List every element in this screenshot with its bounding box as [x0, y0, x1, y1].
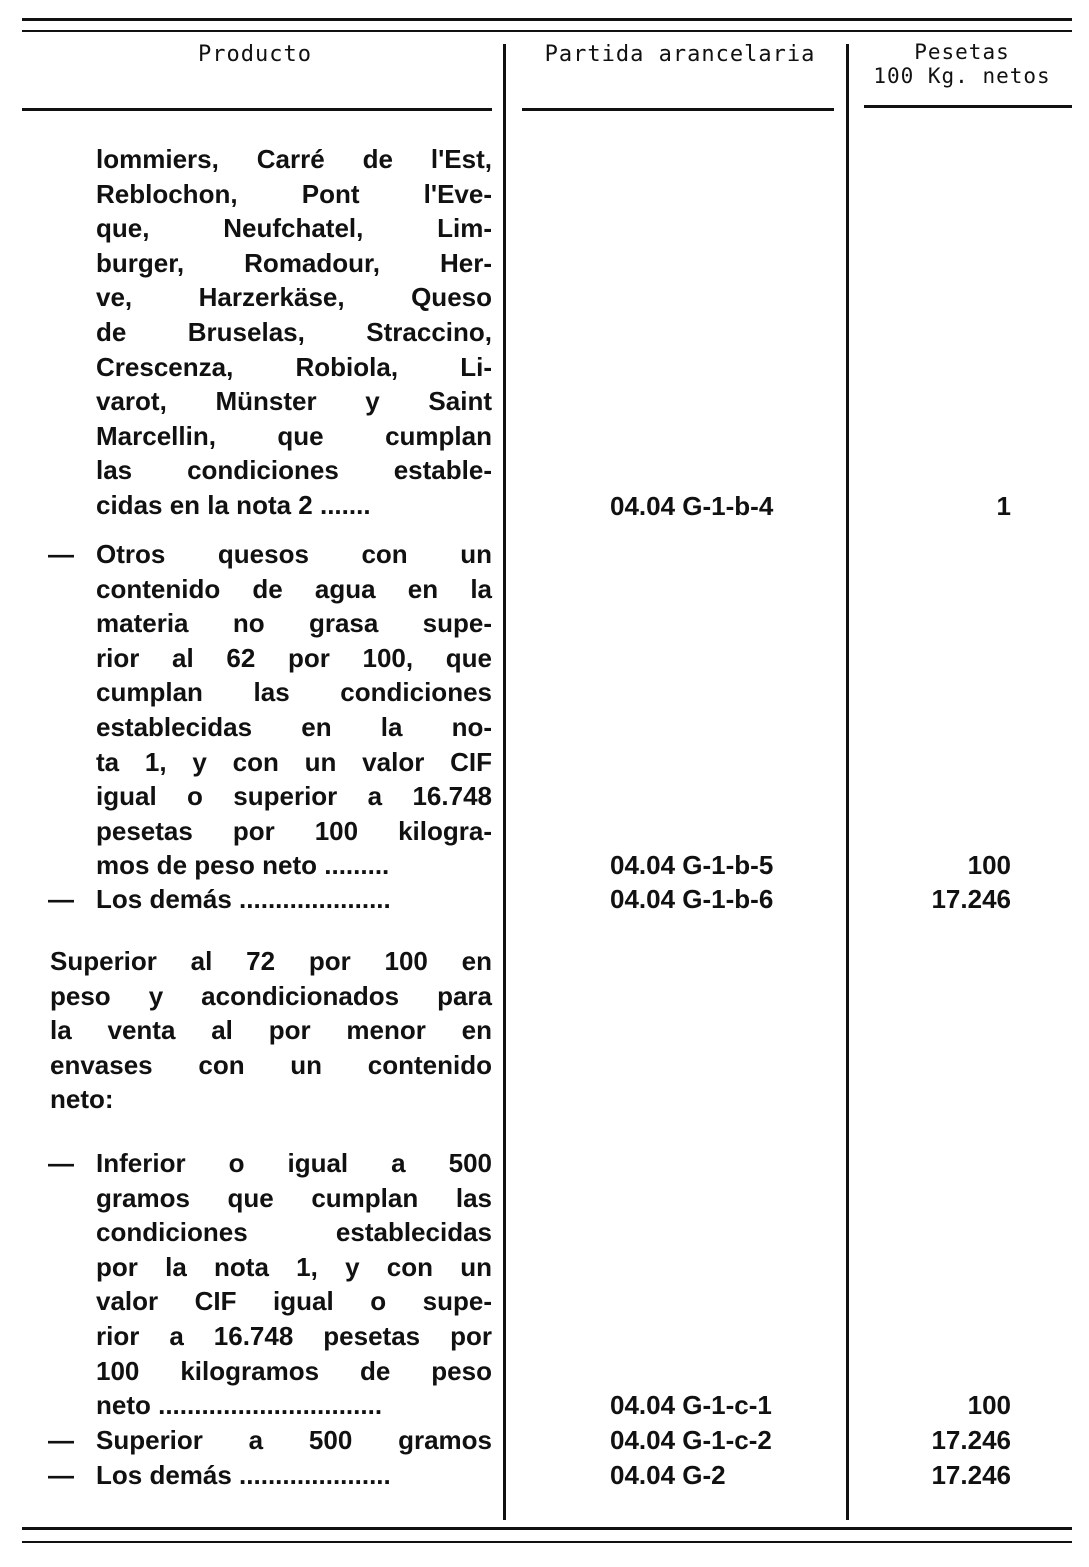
row-7-description	[96, 1458, 492, 1493]
top-rule-1	[22, 18, 1072, 21]
row-6-line-1: Superior a 500 gramos	[96, 1425, 492, 1455]
row-5-tariff-code: 04.04 G-1-c-1	[610, 1390, 772, 1420]
row-1-line-5: ve, Harzerkäse, Queso	[96, 282, 492, 313]
row-2-line-8: igual o superior a 16.748	[96, 781, 492, 812]
row-4-line-5: neto:	[50, 1084, 114, 1115]
row-4-line-1: Superior al 72 por 100 en	[50, 946, 492, 976]
row-5-pesetas-value: 100	[967, 1390, 1011, 1420]
row-2-description	[96, 537, 492, 883]
row-5-line-5: valor CIF igual o supe-	[96, 1286, 492, 1317]
row-2-line-4: rior al 62 por 100, que	[96, 642, 492, 673]
row-3-tariff-code: 04.04 G-1-b-6	[610, 884, 774, 914]
row-7-line-1: Los demás .....................	[96, 1460, 391, 1490]
row-2-line-7: ta 1, y con un valor CIF	[96, 746, 492, 777]
row-5-line-6: rior a 16.748 pesetas por	[96, 1320, 492, 1351]
header-underline-partida	[522, 108, 834, 111]
row-1-line-4: burger, Romadour, Her-	[96, 247, 492, 278]
row-1-line-10: las condiciones estable-	[96, 455, 492, 486]
row-7-dash-marker: —	[48, 1460, 74, 1490]
header-underline-producto	[22, 108, 492, 111]
row-2-line-5: cumplan las condiciones	[96, 677, 492, 708]
row-6-description	[96, 1423, 492, 1458]
row-5-line-2: gramos que cumplan las	[96, 1182, 492, 1213]
row-2-pesetas-value: 100	[967, 850, 1011, 880]
bottom-rule-2	[22, 1541, 1072, 1543]
row-1-line-7: Crescenza, Robiola, Li-	[96, 351, 492, 382]
row-5-line-4: por la nota 1, y con un	[96, 1251, 492, 1282]
row-5-line-1: Inferior o igual a 500	[96, 1148, 492, 1178]
row-2-line-2: contenido de agua en la	[96, 573, 492, 604]
row-3-dash-marker: —	[48, 884, 74, 914]
row-2-dash-marker: —	[48, 539, 74, 569]
row-2-line-6: establecidas en la no-	[96, 711, 492, 742]
row-5-description	[96, 1146, 492, 1423]
header-pesetas	[862, 40, 1062, 88]
row-2-line-1: Otros quesos con un	[96, 539, 492, 569]
header-pesetas-line2: 100 Kg. netos	[873, 64, 1051, 88]
row-2-tariff-code: 04.04 G-1-b-5	[610, 850, 774, 880]
header-pesetas-line1: Pesetas	[914, 40, 1010, 64]
row-2-line-3: materia no grasa supe-	[96, 608, 492, 639]
header-underline-pesetas	[864, 105, 1072, 108]
row-3-description	[96, 882, 492, 917]
row-6-pesetas-value: 17.246	[931, 1425, 1011, 1455]
row-5-dash-marker: —	[48, 1148, 74, 1178]
row-2-line-9: pesetas por 100 kilogra-	[96, 815, 492, 846]
row-4-line-4: envases con un contenido	[50, 1049, 492, 1080]
row-7-tariff-code: 04.04 G-2	[610, 1460, 726, 1490]
column-divider-1	[503, 44, 506, 1520]
top-rule-2	[22, 30, 1072, 32]
row-5-line-8: neto ...............................	[96, 1390, 383, 1421]
row-6-tariff-code: 04.04 G-1-c-2	[610, 1425, 772, 1455]
row-4-line-2: peso y acondicionados para	[50, 980, 492, 1011]
header-producto: Producto	[198, 42, 312, 67]
header-partida-arancelaria: Partida arancelaria	[544, 42, 816, 67]
row-1-line-1: lommiers, Carré de l'Est,	[96, 144, 492, 174]
row-4-line-3: la venta al por menor en	[50, 1015, 492, 1046]
bottom-rule-1	[22, 1527, 1072, 1530]
row-4-description	[50, 944, 492, 1117]
row-3-line-1: Los demás .....................	[96, 884, 391, 914]
row-1-line-2: Reblochon, Pont l'Eve-	[96, 178, 492, 209]
row-6-dash-marker: —	[48, 1425, 74, 1455]
column-divider-2	[846, 44, 849, 1520]
row-1-pesetas-value: 1	[996, 491, 1011, 521]
row-1-line-6: de Bruselas, Straccino,	[96, 316, 492, 347]
row-3-pesetas-value: 17.246	[931, 884, 1011, 914]
row-1-line-9: Marcellin, que cumplan	[96, 420, 492, 451]
row-5-line-3: condiciones establecidas	[96, 1217, 492, 1248]
row-1-tariff-code: 04.04 G-1-b-4	[610, 491, 774, 521]
row-1-line-3: que, Neufchatel, Lim-	[96, 213, 492, 244]
row-7-pesetas-value: 17.246	[931, 1460, 1011, 1490]
row-1-line-11: cidas en la nota 2 .......	[96, 489, 371, 520]
row-1-description	[96, 142, 492, 523]
row-1-line-8: varot, Münster y Saint	[96, 386, 492, 417]
row-5-line-7: 100 kilogramos de peso	[96, 1355, 492, 1386]
row-2-line-10: mos de peso neto .........	[96, 850, 390, 881]
